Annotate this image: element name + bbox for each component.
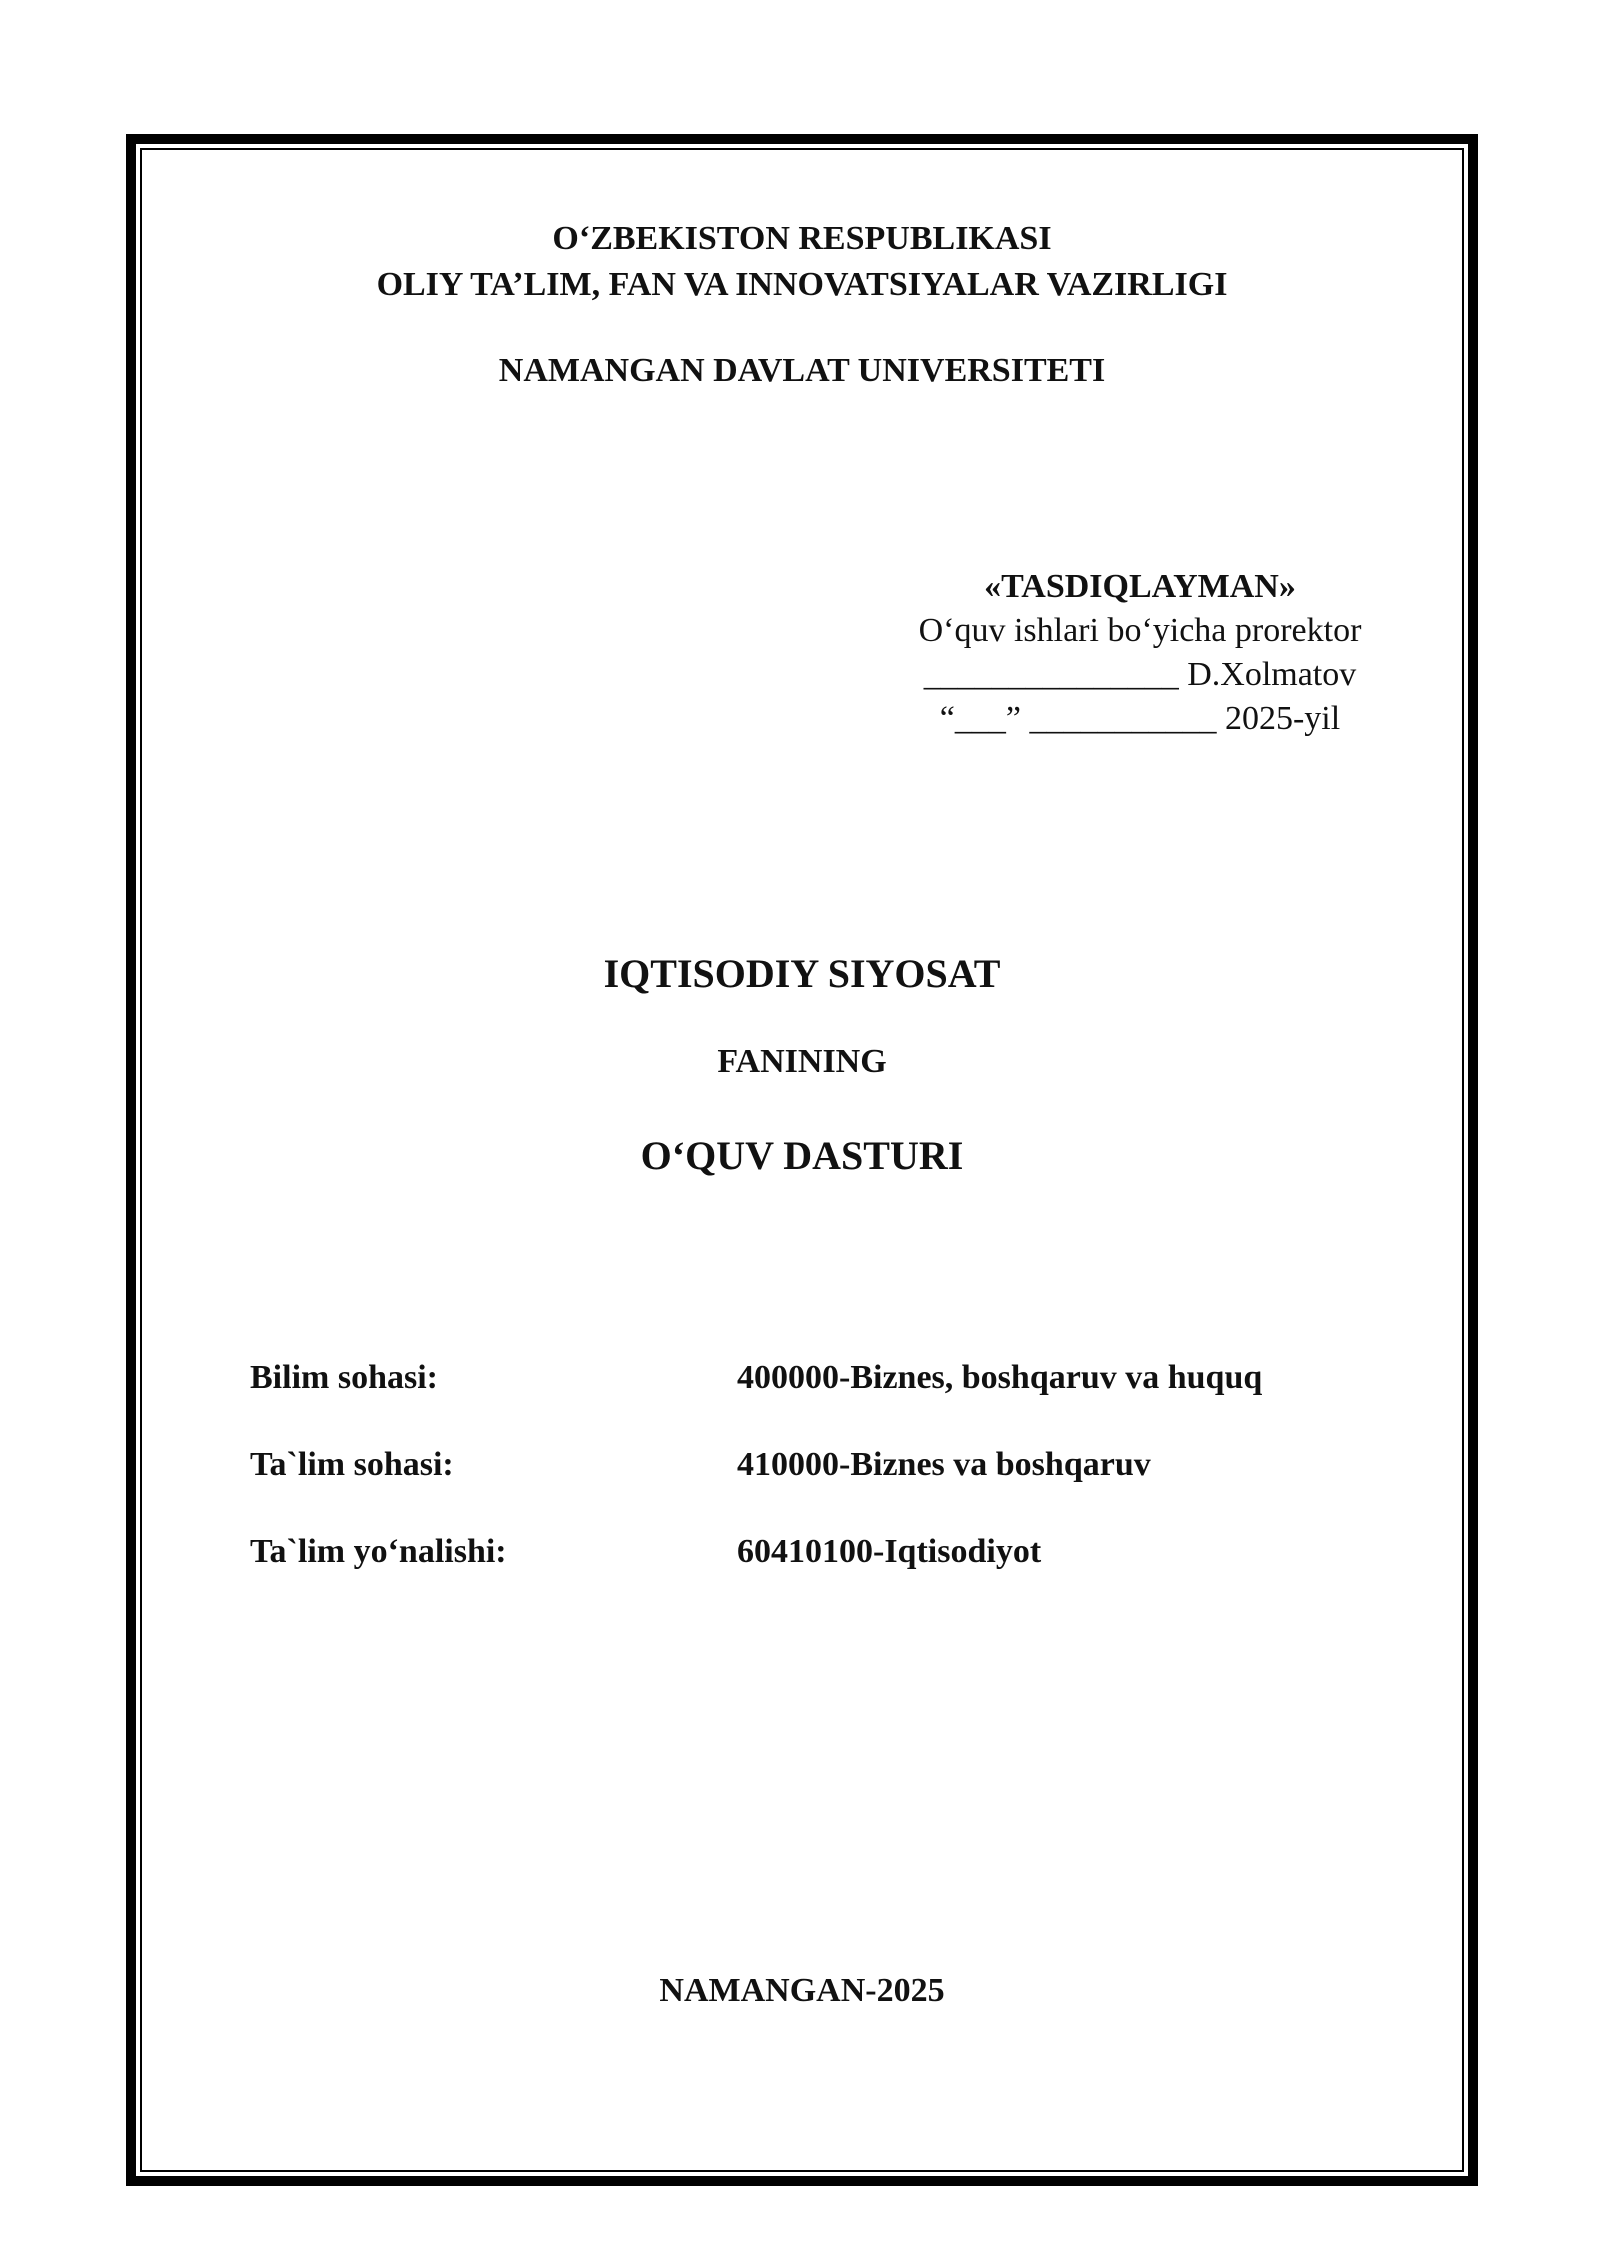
approval-position: O‘quv ishlari bo‘yicha prorektor xyxy=(918,612,1362,649)
place-year: NAMANGAN-2025 xyxy=(659,1972,945,2009)
ministry-name: OLIY TA’LIM, FAN VA INNOVATSIYALAR VAZIRLIGI xyxy=(376,266,1228,303)
approval-block xyxy=(860,565,1420,741)
approval-signature: _______________ D.Xolmatov xyxy=(923,656,1357,693)
university-name: NAMANGAN DAVLAT UNIVERSITETI xyxy=(498,352,1106,389)
subject-of: FANINING xyxy=(717,1043,887,1080)
field-label: Ta`lim sohasi: xyxy=(250,1446,454,1483)
approval-heading: «TASDIQLAYMAN» xyxy=(984,568,1296,605)
subject-title: IQTISODIY SIYOSAT xyxy=(603,951,1001,996)
ministry-country: O‘ZBEKISTON RESPUBLIKASI xyxy=(552,220,1052,257)
field-value: 400000-Biznes, boshqaruv va huquq xyxy=(737,1359,1263,1396)
approval-date: “___” ___________ 2025-yil xyxy=(939,700,1341,737)
field-label: Bilim sohasi: xyxy=(250,1359,438,1396)
document-type: O‘QUV DASTURI xyxy=(640,1133,964,1178)
field-value: 410000-Biznes va boshqaruv xyxy=(737,1446,1151,1483)
field-value: 60410100-Iqtisodiyot xyxy=(737,1533,1042,1570)
field-label: Ta`lim yo‘nalishi: xyxy=(250,1533,507,1570)
